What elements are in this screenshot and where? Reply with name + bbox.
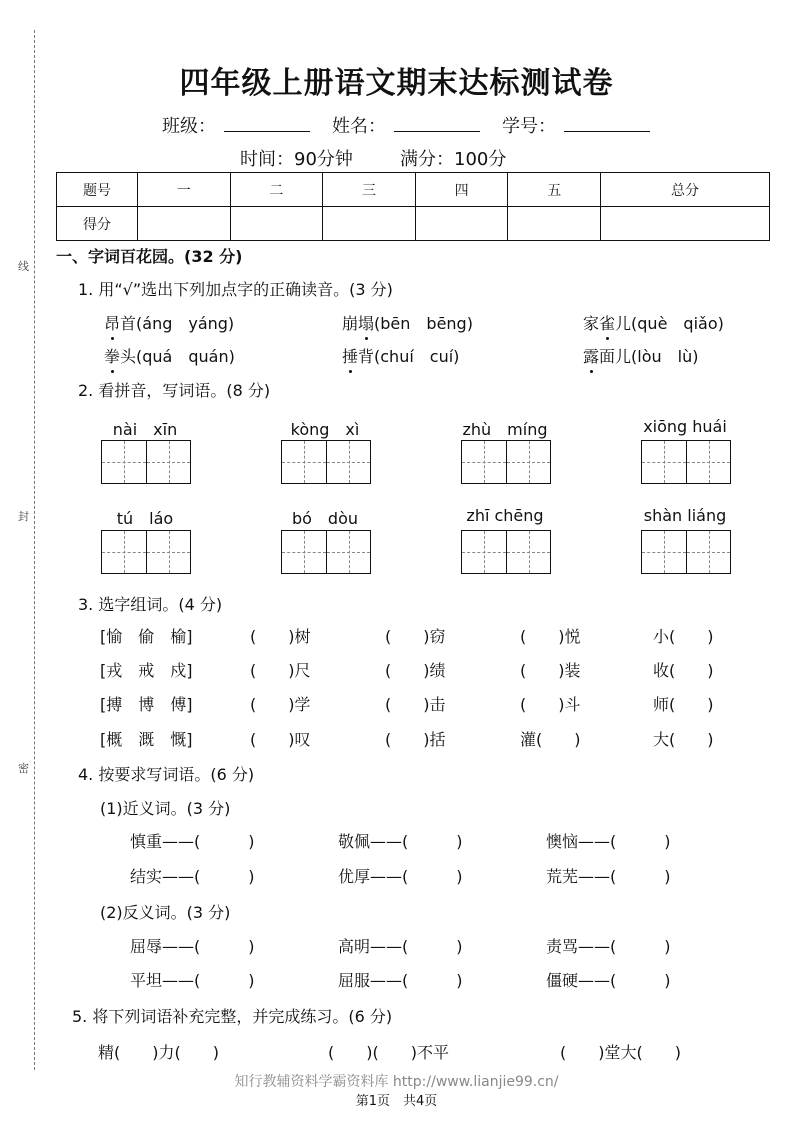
synonym-blank[interactable]: 结实——( ) [130,867,255,886]
q3-blank[interactable]: ( )斗 [520,695,581,714]
q3-blank[interactable]: ( )击 [385,695,446,714]
class-field [162,112,310,138]
q3-blank[interactable]: ( )树 [250,627,311,646]
writing-grid[interactable] [101,530,191,574]
idiom-blank[interactable]: 精( )力( ) [98,1043,219,1062]
q3-blank[interactable]: ( )叹 [250,730,311,749]
score-info: 满分：100分 [400,149,507,170]
q3-blank[interactable]: ( )括 [385,730,446,749]
q1-item[interactable]: 拳头(quá quán) [104,344,235,367]
score-cell[interactable] [601,207,770,241]
q1-item[interactable]: 露面儿(lòu lù) [583,344,698,367]
name-blank[interactable] [394,117,480,132]
pinyin-label: xiōng huái [643,417,727,436]
pinyin-label: nài xīn [112,420,178,439]
margin-label-mi: 密 [18,762,29,775]
header-cell: 一 [138,173,231,207]
id-field [502,112,650,138]
antonym-blank[interactable]: 僵硬——( ) [546,971,671,990]
score-table [56,172,770,241]
q3-blank[interactable]: ( )悦 [520,627,581,646]
page-title: 四年级上册语文期末达标测试卷 [179,66,614,101]
id-label: 学号： [502,116,556,137]
q1-item[interactable]: 家雀儿(què qiǎo) [583,311,724,334]
q4-sub1-title: (1)近义词。(3 分) [100,799,231,818]
score-cell[interactable] [138,207,231,241]
q3-blank[interactable]: ( )尺 [250,661,311,680]
q3-blank[interactable]: ( )绩 [385,661,446,680]
page-number: 第1页 共4页 [355,1094,438,1109]
q1-item[interactable]: 昂首(áng yáng) [104,311,234,334]
q3-blank[interactable]: 大( ) [653,730,714,749]
q3-blank[interactable]: 收( ) [653,661,714,680]
score-table-header-row [57,173,770,207]
synonym-blank[interactable]: 懊恼——( ) [546,832,671,851]
synonym-blank[interactable]: 慎重——( ) [130,832,255,851]
idiom-blank[interactable]: ( )堂大( ) [560,1043,681,1062]
class-label: 班级： [162,116,216,137]
q4-title: 4. 按要求写词语。(6 分) [78,765,255,784]
synonym-blank[interactable]: 荒芜——( ) [546,867,671,886]
synonym-blank[interactable]: 优厚——( ) [338,867,463,886]
class-blank[interactable] [224,117,310,132]
row-label-cell: 得分 [57,207,138,241]
binding-margin-line [34,30,35,1070]
score-cell[interactable] [230,207,323,241]
q3-blank[interactable]: ( )窃 [385,627,446,646]
q3-choices: [愉 偷 榆] [100,627,193,646]
q3-choices: [概 溉 慨] [100,730,193,749]
pinyin-label: kòng xì [290,420,360,439]
name-field [332,112,480,138]
margin-label-xian: 线 [18,260,29,273]
q1-title: 1. 用“√”选出下列加点字的正确读音。(3 分) [78,280,393,299]
time-info: 时间：90分钟 [240,149,353,170]
section-1-title: 一、字词百花园。(32 分) [56,247,243,266]
q3-blank[interactable]: 灌( ) [520,730,581,749]
header-cell: 五 [508,173,601,207]
score-table-score-row [57,207,770,241]
writing-grid[interactable] [641,440,731,484]
antonym-blank[interactable]: 屈辱——( ) [130,937,255,956]
q1-item[interactable]: 崩塌(bēn bēng) [342,311,473,334]
q3-blank[interactable]: 师( ) [653,695,714,714]
antonym-blank[interactable]: 责骂——( ) [546,937,671,956]
antonym-blank[interactable]: 高明——( ) [338,937,463,956]
q4-sub2-title: (2)反义词。(3 分) [100,903,231,922]
antonym-blank[interactable]: 屈服——( ) [338,971,463,990]
header-cell: 二 [230,173,323,207]
writing-grid[interactable] [281,530,371,574]
pinyin-label: tú láo [116,509,174,528]
q5-title: 5. 将下列词语补充完整，并完成练习。(6 分) [72,1007,393,1026]
header-cell: 四 [415,173,508,207]
antonym-blank[interactable]: 平坦——( ) [130,971,255,990]
q3-blank[interactable]: ( )装 [520,661,581,680]
q3-blank[interactable]: ( )学 [250,695,311,714]
margin-label-feng: 封 [18,510,29,523]
pinyin-label: shàn liáng [643,506,727,525]
idiom-blank[interactable]: ( )( )不平 [328,1043,449,1062]
name-label: 姓名： [332,116,386,137]
q3-blank[interactable]: 小( ) [653,627,714,646]
writing-grid[interactable] [281,440,371,484]
id-blank[interactable] [564,117,650,132]
writing-grid[interactable] [461,440,551,484]
pinyin-label: zhù míng [462,420,548,439]
pinyin-label: bó dòu [291,509,359,528]
writing-grid[interactable] [101,440,191,484]
q1-item[interactable]: 捶背(chuí cuí) [342,344,459,367]
header-cell: 题号 [57,173,138,207]
q2-title: 2. 看拼音，写词语。(8 分) [78,381,271,400]
q3-choices: [戎 戒 戍] [100,661,193,680]
header-cell: 三 [323,173,416,207]
score-cell[interactable] [323,207,416,241]
source-watermark: 知行教辅资料学霸资料库 http://www.lianjie99.cn/ [234,1074,559,1090]
header-cell: 总分 [601,173,770,207]
writing-grid[interactable] [461,530,551,574]
pinyin-label: zhī chēng [466,506,544,525]
score-cell[interactable] [508,207,601,241]
synonym-blank[interactable]: 敬佩——( ) [338,832,463,851]
writing-grid[interactable] [641,530,731,574]
q3-title: 3. 选字组词。(4 分) [78,595,223,614]
q3-choices: [搏 博 傅] [100,695,193,714]
score-cell[interactable] [415,207,508,241]
